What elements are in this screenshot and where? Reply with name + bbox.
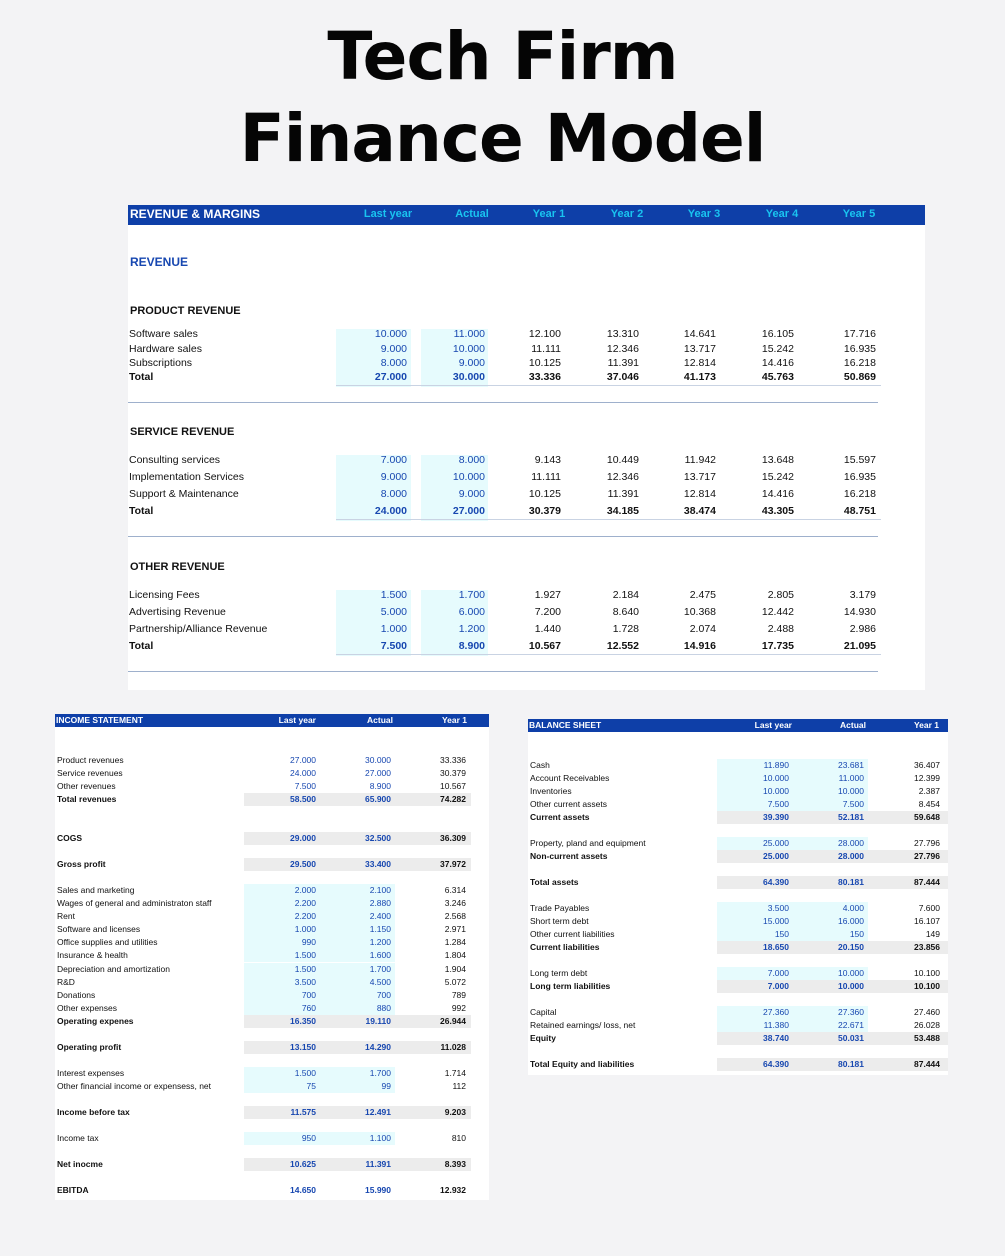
row-label: Other financial income or expensess, net bbox=[57, 1081, 212, 1091]
total-value: 28.000 bbox=[838, 851, 864, 861]
cell-value: 9.000 bbox=[458, 357, 485, 369]
cell-value: 75 bbox=[306, 1081, 316, 1091]
revenue-heading: REVENUE bbox=[130, 255, 189, 269]
cell-value: 2.971 bbox=[444, 924, 466, 934]
cell-value: 5.072 bbox=[444, 977, 466, 987]
cell-value: 990 bbox=[301, 937, 316, 947]
cell-value: 1.700 bbox=[369, 1068, 391, 1078]
cell-value: 99 bbox=[381, 1081, 391, 1091]
cell-value: 33.336 bbox=[440, 755, 466, 765]
cell-value: 15.242 bbox=[761, 343, 794, 355]
cell-value: 7.500 bbox=[294, 781, 316, 791]
page-title-line-1: Tech Firm bbox=[327, 18, 678, 95]
cell-value: 1.440 bbox=[534, 623, 561, 635]
cell-value: 13.717 bbox=[683, 343, 716, 355]
total-label: EBITDA bbox=[57, 1185, 89, 1195]
total-value: 14.290 bbox=[365, 1042, 391, 1052]
cell-value: 9.000 bbox=[458, 488, 485, 500]
row-label: Software sales bbox=[129, 328, 198, 340]
total-label: Total assets bbox=[530, 877, 579, 887]
cell-value: 11.111 bbox=[531, 343, 561, 355]
cell-value: 1.000 bbox=[380, 623, 407, 635]
cell-value: 1.714 bbox=[444, 1068, 466, 1078]
total-value: 16.350 bbox=[290, 1016, 316, 1026]
col-year-4: Year 4 bbox=[765, 208, 799, 220]
row-label: Donations bbox=[57, 990, 96, 1000]
cell-value: 1.500 bbox=[380, 589, 407, 601]
total-label: Total Equity and liabilities bbox=[530, 1059, 635, 1069]
cell-value: 8.000 bbox=[380, 357, 407, 369]
total-value: 25.000 bbox=[763, 851, 789, 861]
total-value: 30.000 bbox=[452, 371, 485, 383]
total-value: 48.751 bbox=[843, 505, 876, 517]
row-label: Rent bbox=[57, 911, 75, 921]
total-value: 53.488 bbox=[914, 1033, 940, 1043]
cell-value: 10.368 bbox=[683, 606, 716, 618]
cell-value: 2.074 bbox=[689, 623, 716, 635]
total-label: Current liabilities bbox=[530, 942, 600, 952]
cell-value: 10.000 bbox=[374, 328, 407, 340]
cell-value: 14.416 bbox=[761, 357, 794, 369]
cell-value: 3.500 bbox=[767, 903, 789, 913]
cell-value: 7.200 bbox=[534, 606, 561, 618]
cell-value: 1.927 bbox=[534, 589, 561, 601]
income-header-bar bbox=[55, 714, 489, 727]
total-value: 10.567 bbox=[528, 640, 561, 652]
row-label: Service revenues bbox=[57, 768, 123, 778]
cell-value: 11.391 bbox=[607, 488, 639, 500]
cell-value: 700 bbox=[301, 990, 316, 1000]
total-value: 24.000 bbox=[374, 505, 407, 517]
cell-value: 9.000 bbox=[380, 471, 407, 483]
total-value: 87.444 bbox=[914, 877, 940, 887]
cell-value: 15.597 bbox=[843, 454, 876, 466]
cell-value: 2.568 bbox=[444, 911, 466, 921]
row-label: Software and licenses bbox=[57, 924, 141, 934]
total-label: Income before tax bbox=[57, 1107, 130, 1117]
income-header-title: INCOME STATEMENT bbox=[56, 715, 144, 725]
cell-value: 16.218 bbox=[843, 357, 876, 369]
total-value: 11.575 bbox=[290, 1107, 316, 1117]
section-title: SERVICE REVENUE bbox=[130, 426, 235, 438]
row-label: Sales and marketing bbox=[57, 885, 135, 895]
row-label: Support & Maintenance bbox=[129, 488, 239, 500]
total-label: Total bbox=[129, 371, 154, 383]
total-label: Total bbox=[129, 505, 154, 517]
balance-sheet-table bbox=[528, 719, 948, 1075]
cell-value: 12.814 bbox=[683, 488, 716, 500]
cell-value: 8.640 bbox=[612, 606, 639, 618]
row-label: Property, pland and equipment bbox=[530, 838, 646, 848]
row-label: Advertising Revenue bbox=[129, 606, 226, 618]
cell-value: 700 bbox=[376, 990, 391, 1000]
cell-value: 30.379 bbox=[440, 768, 466, 778]
cell-value: 112 bbox=[452, 1081, 466, 1091]
cell-value: 1.200 bbox=[458, 623, 485, 635]
cell-value: 10.000 bbox=[838, 786, 864, 796]
row-label: Insurance & health bbox=[57, 950, 128, 960]
cell-value: 8.000 bbox=[380, 488, 407, 500]
row-label: Depreciation and amortization bbox=[57, 964, 170, 974]
revenue-header-bar bbox=[128, 205, 925, 225]
total-value: 20.150 bbox=[838, 942, 864, 952]
cell-value: 16.107 bbox=[914, 916, 940, 926]
total-label: Total revenues bbox=[57, 794, 117, 804]
total-value: 52.181 bbox=[838, 812, 864, 822]
cell-value: 9.143 bbox=[534, 454, 561, 466]
balance-col-last-year: Last year bbox=[754, 720, 792, 730]
total-value: 37.046 bbox=[606, 371, 639, 383]
cell-value: 25.000 bbox=[763, 838, 789, 848]
total-value: 11.391 bbox=[365, 1159, 391, 1169]
total-label: Current assets bbox=[530, 812, 590, 822]
cell-value: 16.935 bbox=[843, 343, 876, 355]
col-year-2: Year 2 bbox=[610, 208, 644, 220]
cell-value: 12.100 bbox=[528, 328, 561, 340]
cell-value: 10.100 bbox=[914, 968, 940, 978]
total-value: 27.796 bbox=[914, 851, 940, 861]
cell-value: 810 bbox=[451, 1133, 466, 1143]
total-label: Long term liabilities bbox=[530, 981, 611, 991]
total-value: 26.944 bbox=[440, 1016, 466, 1026]
cell-value: 12.346 bbox=[606, 471, 639, 483]
cell-value: 27.000 bbox=[365, 768, 391, 778]
cell-value: 1.500 bbox=[294, 1068, 316, 1078]
cell-value: 11.942 bbox=[684, 454, 716, 466]
row-label: Hardware sales bbox=[129, 343, 202, 355]
cell-value: 2.387 bbox=[918, 786, 940, 796]
total-value: 9.203 bbox=[444, 1107, 466, 1117]
cell-value: 2.200 bbox=[294, 898, 316, 908]
cell-value: 10.125 bbox=[528, 357, 561, 369]
cell-value: 880 bbox=[376, 1003, 391, 1013]
total-value: 80.181 bbox=[838, 1059, 864, 1069]
total-value: 23.856 bbox=[914, 942, 940, 952]
cell-value: 1.600 bbox=[369, 950, 391, 960]
row-label: Consulting services bbox=[129, 454, 221, 466]
total-value: 45.763 bbox=[761, 371, 794, 383]
cell-value: 2.184 bbox=[612, 589, 639, 601]
row-label: Product revenues bbox=[57, 755, 124, 765]
total-label: Total bbox=[129, 640, 154, 652]
col-year-1: Year 1 bbox=[532, 208, 566, 220]
cell-value: 15.000 bbox=[763, 916, 789, 926]
cell-value: 10.000 bbox=[763, 773, 789, 783]
row-label: Interest expenses bbox=[57, 1068, 125, 1078]
total-value: 58.500 bbox=[290, 794, 316, 804]
row-label: Retained earnings/ loss, net bbox=[530, 1020, 636, 1030]
revenue-header-title: REVENUE & MARGINS bbox=[130, 207, 261, 221]
cell-value: 1.700 bbox=[458, 589, 485, 601]
total-value: 10.000 bbox=[838, 981, 864, 991]
total-value: 27.000 bbox=[452, 505, 485, 517]
cell-value: 7.000 bbox=[380, 454, 407, 466]
cell-value: 3.246 bbox=[444, 898, 466, 908]
total-label: Net inocme bbox=[57, 1159, 103, 1169]
cell-value: 7.600 bbox=[918, 903, 940, 913]
cell-value: 12.346 bbox=[606, 343, 639, 355]
total-label: Operating profit bbox=[57, 1042, 122, 1052]
total-value: 32.500 bbox=[365, 833, 391, 843]
cell-value: 7.500 bbox=[767, 799, 789, 809]
cell-value: 4.000 bbox=[842, 903, 864, 913]
cell-value: 8.900 bbox=[369, 781, 391, 791]
total-value: 27.000 bbox=[374, 371, 407, 383]
total-value: 19.110 bbox=[365, 1016, 391, 1026]
total-value: 7.000 bbox=[767, 981, 789, 991]
row-label: Subscriptions bbox=[129, 357, 193, 369]
total-value: 14.916 bbox=[683, 640, 716, 652]
cell-value: 6.314 bbox=[444, 885, 466, 895]
cell-value: 1.728 bbox=[612, 623, 639, 635]
income-col-year-1: Year 1 bbox=[441, 715, 467, 725]
total-value: 36.309 bbox=[440, 833, 466, 843]
income-statement-table bbox=[55, 714, 489, 1200]
total-value: 41.173 bbox=[683, 371, 716, 383]
cell-value: 10.000 bbox=[838, 968, 864, 978]
cell-value: 27.460 bbox=[914, 1007, 940, 1017]
total-label: COGS bbox=[57, 833, 83, 843]
cell-value: 16.000 bbox=[838, 916, 864, 926]
row-label: Other current assets bbox=[530, 799, 608, 809]
total-value: 64.390 bbox=[763, 1059, 789, 1069]
row-label: Short term debt bbox=[530, 916, 589, 926]
cell-value: 150 bbox=[849, 929, 864, 939]
total-value: 17.735 bbox=[761, 640, 794, 652]
cell-value: 12.814 bbox=[683, 357, 716, 369]
total-value: 21.095 bbox=[843, 640, 876, 652]
cell-value: 992 bbox=[451, 1003, 466, 1013]
cell-value: 1.500 bbox=[294, 964, 316, 974]
cell-value: 1.904 bbox=[444, 964, 466, 974]
total-value: 39.390 bbox=[763, 812, 789, 822]
total-value: 11.028 bbox=[440, 1042, 466, 1052]
cell-value: 1.200 bbox=[369, 937, 391, 947]
row-label: Office supplies and utilities bbox=[57, 937, 158, 947]
total-value: 37.972 bbox=[440, 859, 466, 869]
cell-value: 8.000 bbox=[458, 454, 485, 466]
balance-header-bar bbox=[528, 719, 948, 732]
row-label: Other current liabilities bbox=[530, 929, 615, 939]
total-value: 12.552 bbox=[606, 640, 639, 652]
cell-value: 1.150 bbox=[369, 924, 391, 934]
cell-value: 2.488 bbox=[767, 623, 794, 635]
row-label: R&D bbox=[57, 977, 75, 987]
cell-value: 760 bbox=[301, 1003, 316, 1013]
cell-value: 22.671 bbox=[838, 1020, 864, 1030]
total-value: 87.444 bbox=[914, 1059, 940, 1069]
cell-value: 10.000 bbox=[452, 343, 485, 355]
total-value: 33.336 bbox=[528, 371, 561, 383]
row-label: Other expenses bbox=[57, 1003, 118, 1013]
total-value: 50.031 bbox=[838, 1033, 864, 1043]
total-value: 8.900 bbox=[458, 640, 485, 652]
balance-header-title: BALANCE SHEET bbox=[529, 720, 602, 730]
section-divider bbox=[128, 671, 878, 672]
total-value: 10.625 bbox=[290, 1159, 316, 1169]
total-value: 12.932 bbox=[440, 1185, 466, 1195]
cell-value: 10.449 bbox=[606, 454, 639, 466]
total-value: 34.185 bbox=[606, 505, 639, 517]
total-value: 15.990 bbox=[365, 1185, 391, 1195]
row-label: Partnership/Alliance Revenue bbox=[129, 623, 268, 635]
cell-value: 11.890 bbox=[763, 760, 789, 770]
cell-value: 8.454 bbox=[918, 799, 940, 809]
section-divider bbox=[128, 402, 878, 403]
row-label: Account Receivables bbox=[530, 773, 610, 783]
cell-value: 14.416 bbox=[761, 488, 794, 500]
cell-value: 11.000 bbox=[838, 773, 864, 783]
cell-value: 1.100 bbox=[369, 1133, 391, 1143]
col-year-3: Year 3 bbox=[687, 208, 721, 220]
row-label: Capital bbox=[530, 1007, 557, 1017]
balance-col-actual: Actual bbox=[840, 720, 866, 730]
total-underline bbox=[336, 654, 881, 655]
total-underline bbox=[336, 385, 881, 386]
cell-value: 14.641 bbox=[683, 328, 716, 340]
cell-value: 27.360 bbox=[763, 1007, 789, 1017]
cell-value: 14.930 bbox=[843, 606, 876, 618]
total-label: Non-current assets bbox=[530, 851, 608, 861]
total-value: 80.181 bbox=[838, 877, 864, 887]
cell-value: 2.100 bbox=[369, 885, 391, 895]
cell-value: 30.000 bbox=[365, 755, 391, 765]
cell-value: 1.500 bbox=[294, 950, 316, 960]
cell-value: 150 bbox=[774, 929, 789, 939]
cell-value: 24.000 bbox=[290, 768, 316, 778]
total-label: Operating expenes bbox=[57, 1016, 134, 1026]
row-label: Other revenues bbox=[57, 781, 116, 791]
row-label: Wages of general and administraton staff bbox=[57, 898, 212, 908]
total-value: 65.900 bbox=[365, 794, 391, 804]
row-label: Licensing Fees bbox=[129, 589, 200, 601]
cell-value: 9.000 bbox=[380, 343, 407, 355]
cell-value: 1.804 bbox=[444, 950, 466, 960]
cell-value: 10.567 bbox=[440, 781, 466, 791]
cell-value: 13.310 bbox=[606, 328, 639, 340]
cell-value: 11.111 bbox=[531, 471, 561, 483]
cell-value: 11.391 bbox=[607, 357, 639, 369]
cell-value: 2.000 bbox=[294, 885, 316, 895]
row-label: Trade Payables bbox=[530, 903, 590, 913]
total-value: 29.000 bbox=[290, 833, 316, 843]
cell-value: 26.028 bbox=[914, 1020, 940, 1030]
cell-value: 5.000 bbox=[380, 606, 407, 618]
total-value: 30.379 bbox=[528, 505, 561, 517]
cell-value: 789 bbox=[451, 990, 466, 1000]
col-actual: Actual bbox=[455, 208, 489, 220]
total-label: Gross profit bbox=[57, 859, 106, 869]
total-value: 18.650 bbox=[763, 942, 789, 952]
cell-value: 11.380 bbox=[763, 1020, 789, 1030]
row-label: Long term debt bbox=[530, 968, 588, 978]
income-col-actual: Actual bbox=[367, 715, 393, 725]
total-value: 7.500 bbox=[380, 640, 407, 652]
cell-value: 3.179 bbox=[849, 589, 876, 601]
cell-value: 27.000 bbox=[290, 755, 316, 765]
total-value: 14.650 bbox=[290, 1185, 316, 1195]
section-divider bbox=[128, 536, 878, 537]
page-title-line-2: Finance Model bbox=[239, 100, 766, 177]
col-year-5: Year 5 bbox=[842, 208, 876, 220]
cell-value: 27.796 bbox=[914, 838, 940, 848]
total-value: 43.305 bbox=[761, 505, 794, 517]
cell-value: 10.000 bbox=[763, 786, 789, 796]
cell-value: 2.805 bbox=[767, 589, 794, 601]
row-label: Cash bbox=[530, 760, 550, 770]
cell-value: 7.000 bbox=[767, 968, 789, 978]
cell-value: 7.500 bbox=[842, 799, 864, 809]
income-col-last-year: Last year bbox=[278, 715, 316, 725]
cell-value: 28.000 bbox=[838, 838, 864, 848]
cell-value: 2.400 bbox=[369, 911, 391, 921]
cell-value: 1.284 bbox=[444, 937, 466, 947]
cell-value: 10.000 bbox=[452, 471, 485, 483]
cell-value: 16.218 bbox=[843, 488, 876, 500]
cell-value: 12.442 bbox=[761, 606, 794, 618]
row-label: Income tax bbox=[57, 1133, 99, 1143]
total-value: 13.150 bbox=[290, 1042, 316, 1052]
total-underline bbox=[336, 519, 881, 520]
total-value: 10.100 bbox=[914, 981, 940, 991]
total-value: 29.500 bbox=[290, 859, 316, 869]
cell-value: 27.360 bbox=[838, 1007, 864, 1017]
total-value: 8.393 bbox=[444, 1159, 466, 1169]
cell-value: 149 bbox=[925, 929, 940, 939]
cell-value: 15.242 bbox=[761, 471, 794, 483]
total-value: 12.491 bbox=[365, 1107, 391, 1117]
cell-value: 3.500 bbox=[294, 977, 316, 987]
cell-value: 13.648 bbox=[761, 454, 794, 466]
cell-value: 2.880 bbox=[369, 898, 391, 908]
total-value: 33.400 bbox=[365, 859, 391, 869]
cell-value: 11.000 bbox=[453, 328, 485, 340]
revenue-margins-table bbox=[128, 205, 925, 690]
cell-value: 1.000 bbox=[294, 924, 316, 934]
row-label: Implementation Services bbox=[129, 471, 244, 483]
total-value: 38.474 bbox=[683, 505, 716, 517]
cell-value: 950 bbox=[301, 1133, 316, 1143]
cell-value: 12.399 bbox=[914, 773, 940, 783]
cell-value: 16.935 bbox=[843, 471, 876, 483]
cell-value: 17.716 bbox=[843, 328, 876, 340]
section-title: PRODUCT REVENUE bbox=[130, 305, 241, 317]
cell-value: 13.717 bbox=[683, 471, 716, 483]
total-value: 38.740 bbox=[763, 1033, 789, 1043]
cell-value: 2.475 bbox=[689, 589, 716, 601]
cell-value: 10.125 bbox=[528, 488, 561, 500]
total-value: 59.648 bbox=[914, 812, 940, 822]
cell-value: 6.000 bbox=[458, 606, 485, 618]
cell-value: 2.986 bbox=[849, 623, 876, 635]
total-label: Equity bbox=[530, 1033, 556, 1043]
section-title: OTHER REVENUE bbox=[130, 561, 225, 573]
total-value: 74.282 bbox=[440, 794, 466, 804]
balance-col-year-1: Year 1 bbox=[913, 720, 939, 730]
total-value: 50.869 bbox=[843, 371, 876, 383]
cell-value: 16.105 bbox=[761, 328, 794, 340]
cell-value: 4.500 bbox=[369, 977, 391, 987]
col-last-year: Last year bbox=[363, 208, 413, 220]
cell-value: 1.700 bbox=[369, 964, 391, 974]
cell-value: 2.200 bbox=[294, 911, 316, 921]
cell-value: 23.681 bbox=[838, 760, 864, 770]
total-value: 64.390 bbox=[763, 877, 789, 887]
row-label: Inventories bbox=[530, 786, 572, 796]
cell-value: 36.407 bbox=[914, 760, 940, 770]
